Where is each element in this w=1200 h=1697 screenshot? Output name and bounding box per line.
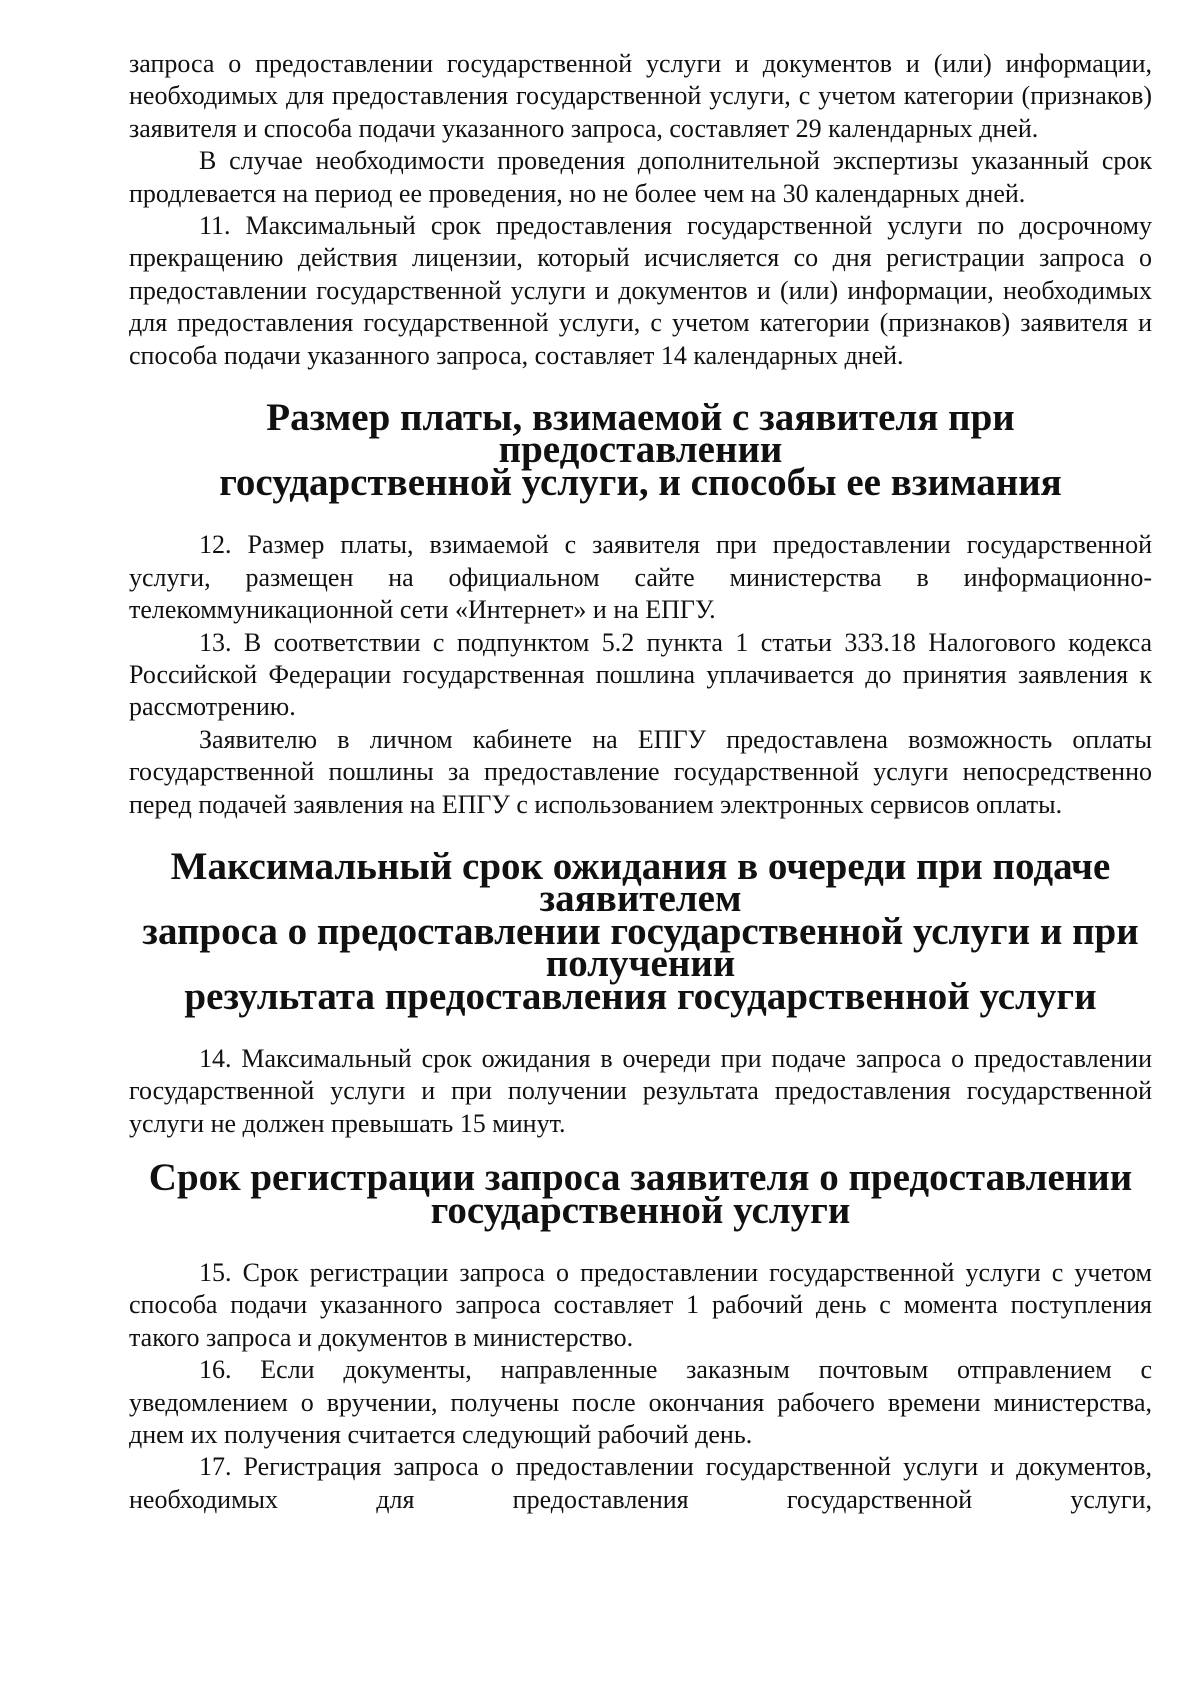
paragraph-expertise: В случае необходимости проведения дополнительной экспертизы указанный срок продлевается на период ее проведения, но не более чем на 30 календарных дней. [129, 146, 1152, 208]
heading-registration-line-2: государственной услуги [430, 1188, 851, 1232]
heading-queue-line-3: результата предоставления государственной услуги [184, 974, 1097, 1018]
heading-queue-line-2: запроса о предоставлении государственной услуги и при получении [142, 909, 1139, 986]
paragraph-14: 14. Максимальный срок ожидания в очереди при подаче запроса о предоставлении государственной услуги и при получении результата предоставления государственной услуги не должен превышать 15 минут. [129, 1043, 1152, 1138]
heading-registration-line-1: Срок регистрации запроса заявителя о предоставлении [148, 1156, 1133, 1200]
paragraph-13: 13. В соответствии с подпунктом 5.2 пункта 1 статьи 333.18 Налогового кодекса Российской Федерации государственная пошлина уплачивается до принятия заявления к рассмотрению. [129, 627, 1152, 722]
paragraph-12: 12. Размер платы, взимаемой с заявителя при предоставлении государственной услуги, размещен на официальном сайте министерства в информационно-телекоммуникационной сети «Интернет» и на ЕПГУ. [129, 530, 1152, 625]
heading-registration [129, 1156, 1152, 1232]
paragraph-11: 11. Максимальный срок предоставления государственной услуги по досрочному прекращению действия лицензии, который исчисляется со дня регистрации запроса о предоставлении государственной услуги и документов и (или) информации, необходимых для предоставления государственной услуги, с учетом категории (признаков) заявителя и способа подачи указанного запроса, составляет 14 календарных дней. [129, 211, 1152, 370]
heading-fee-line-2: государственной услуги, и способы ее взимания [219, 460, 1062, 504]
paragraph-payment: Заявителю в личном кабинете на ЕПГУ предоставлена возможность оплаты государственной пошлины за предоставление государственной услуги непосредственно перед подачей заявления на ЕПГУ с использованием электронных сервисов оплаты. [129, 724, 1152, 819]
document-page [129, 48, 1152, 1516]
paragraph-15: 15. Срок регистрации запроса о предоставлении государственной услуги с учетом способа подачи указанного запроса составляет 1 рабочий день с момента поступления такого запроса и документов в министерство. [129, 1258, 1152, 1352]
paragraph-16: 16. Если документы, направленные заказным почтовым отправлением с уведомлением о вручении, получены после окончания рабочего времени министерства, днем их получения считается следующий рабочий день. [129, 1355, 1152, 1450]
heading-fee-line-1: Размер платы, взимаемой с заявителя при предоставлении [266, 396, 1015, 472]
heading-fee [129, 396, 1152, 504]
heading-queue [129, 844, 1152, 1018]
heading-queue-line-1: Максимальный срок ожидания в очереди при подаче заявителем [170, 844, 1111, 921]
paragraph-17: 17. Регистрация запроса о предоставлении государственной услуги и документов, необходимых для предоставления государственной услуги, [129, 1452, 1152, 1514]
paragraph-continuation: запроса о предоставлении государственной услуги и документов и (или) информации, необходимых для предоставления государственной услуги, с учетом категории (признаков) заявителя и способа подачи указанного запроса, составляет 29 календарных дней. [129, 49, 1152, 143]
